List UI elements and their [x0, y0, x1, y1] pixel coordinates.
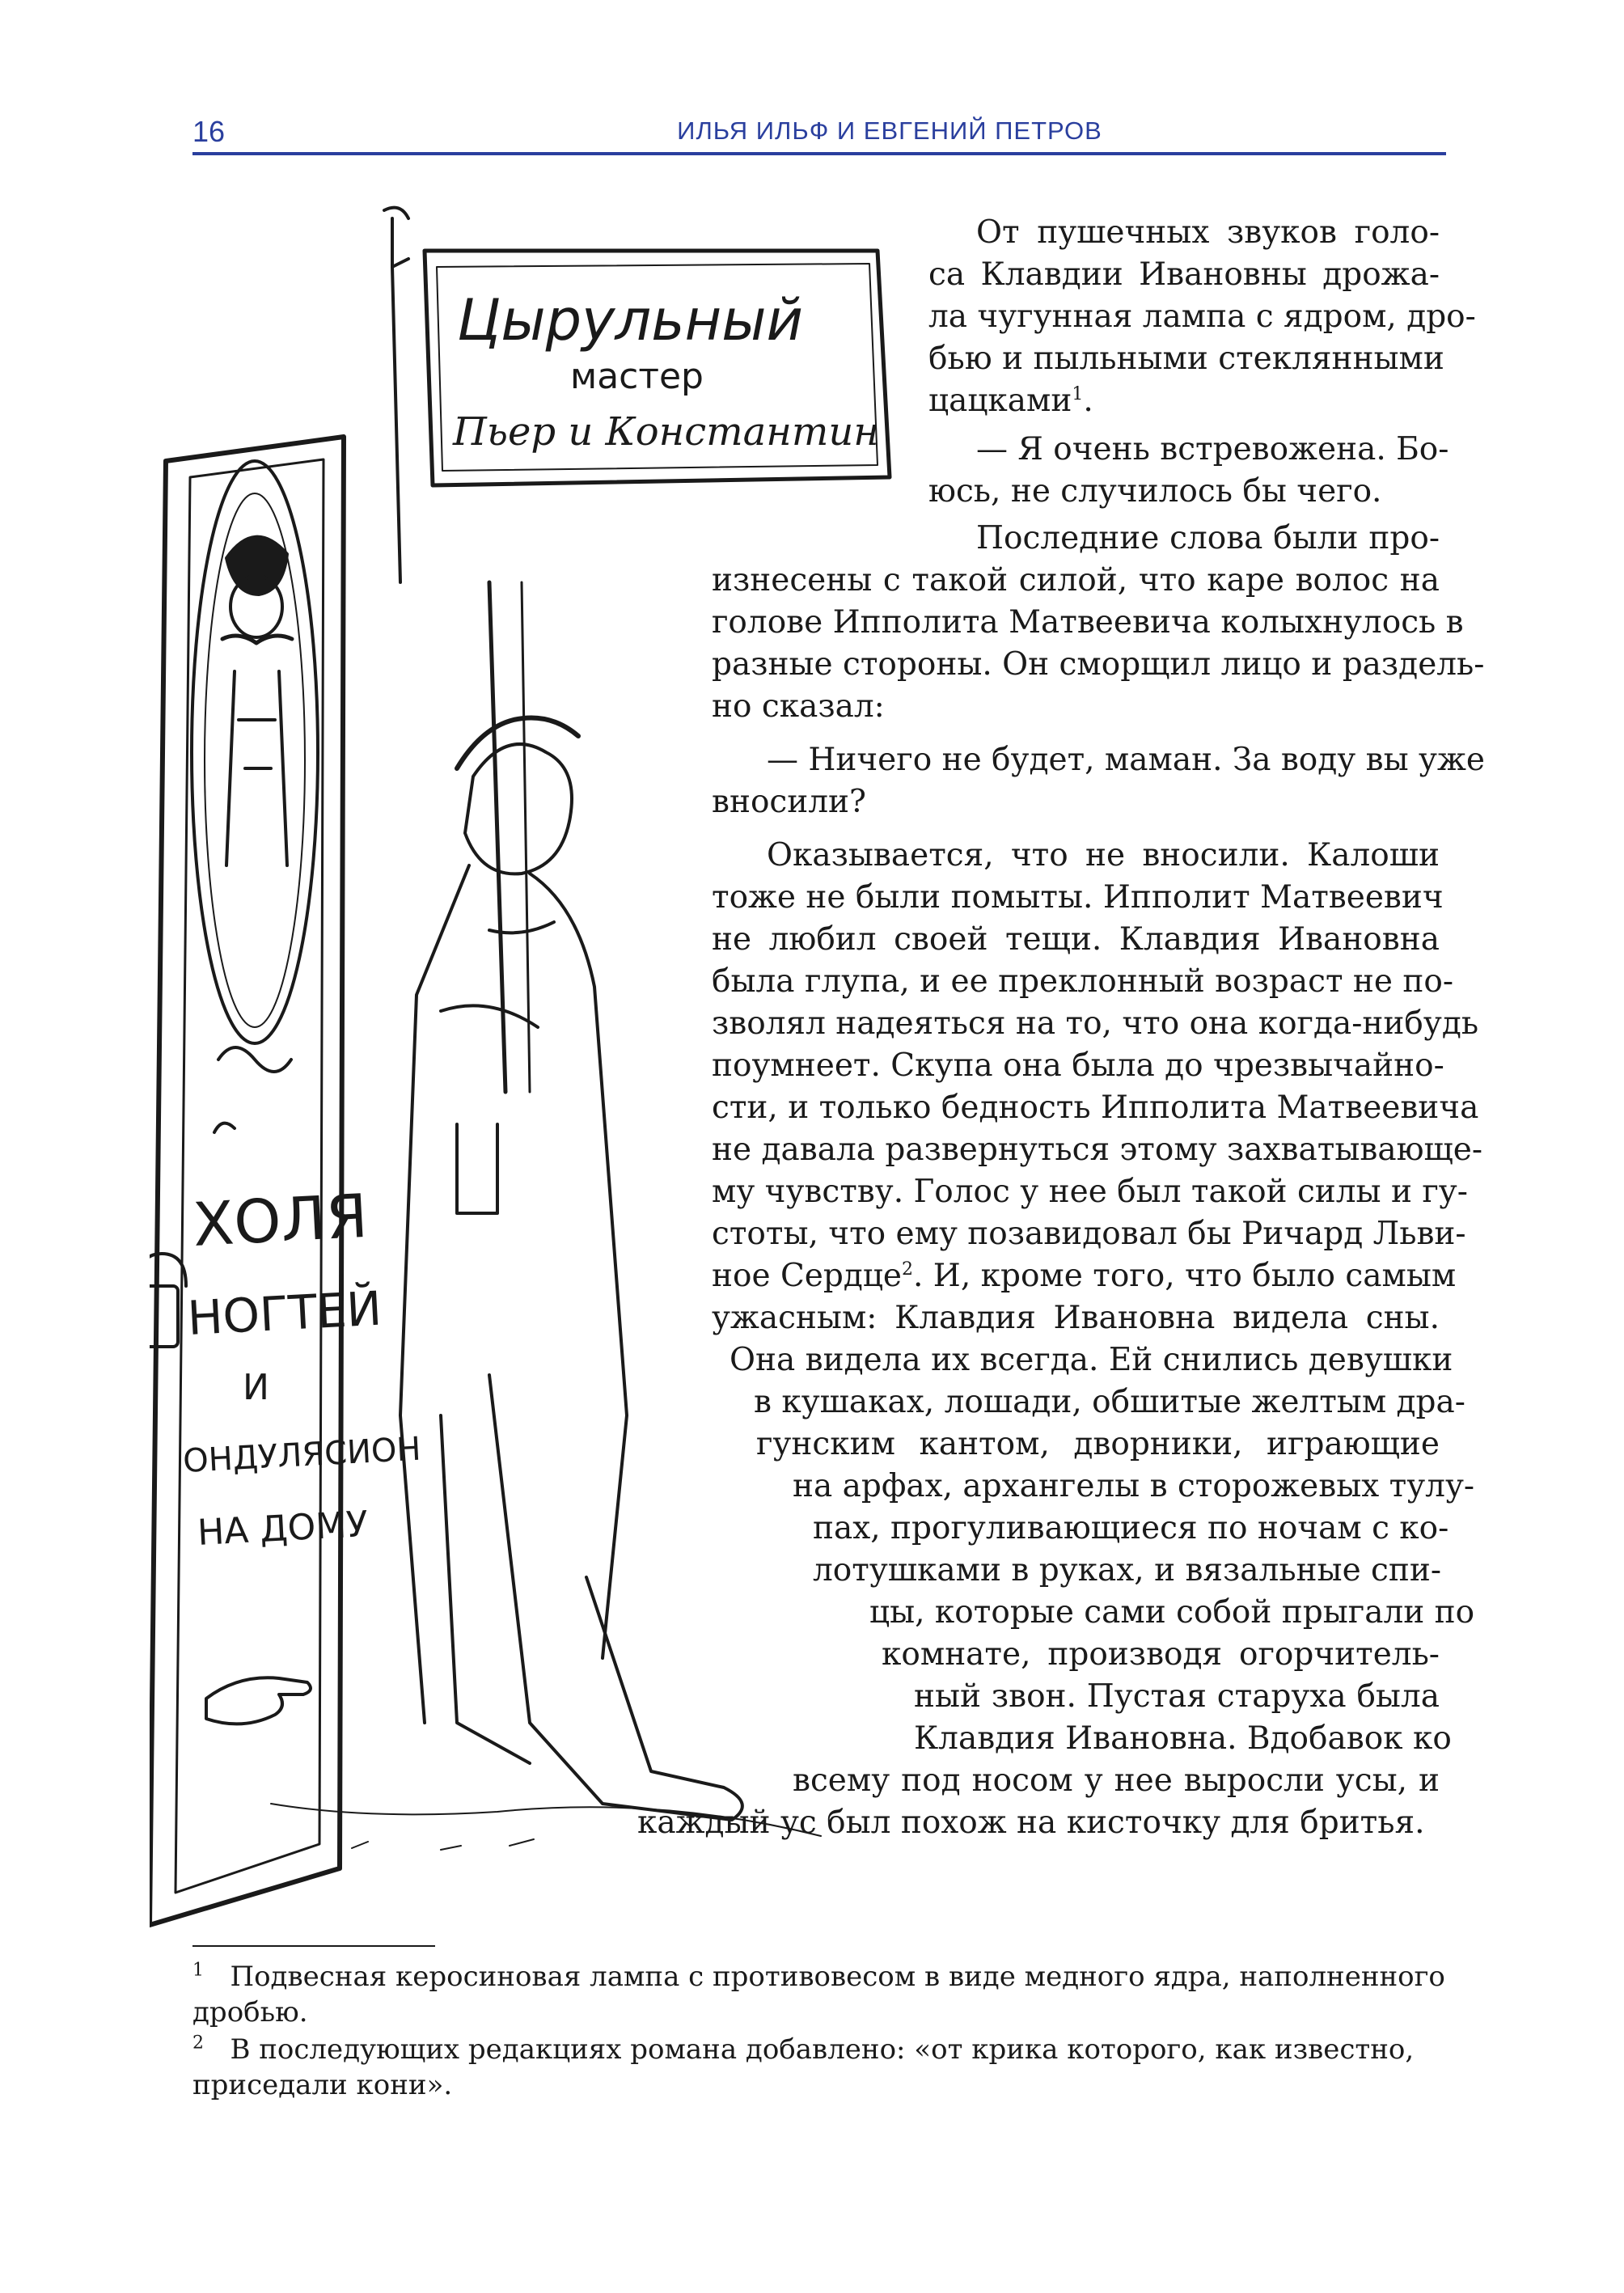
footnote-2-mark: 2 — [192, 2033, 204, 2054]
body-line: стоты, что ему позавидовал бы Ричард Льви- — [712, 1216, 1466, 1252]
body-line: но сказал: — [712, 688, 885, 725]
footnote-2-line2: приседали кони». — [192, 2069, 453, 2101]
body-line: От пушечных звуков голо- — [976, 214, 1440, 251]
body-line: бью и пыльными стеклянными — [928, 341, 1444, 377]
running-title: ИЛЬЯ ИЛЬФ И ЕВГЕНИЙ ПЕТРОВ — [677, 116, 1102, 145]
body-line: Оказывается, что не вносили. Калоши — [767, 837, 1440, 874]
body-line: му чувству. Голос у нее был такой силы и гу- — [712, 1174, 1468, 1210]
body-line: гунским кантом, дворники, играющие — [756, 1426, 1440, 1462]
body-line: не давала развернуться этому захватывающе- — [712, 1132, 1483, 1168]
body-line: поумнеет. Скупа она была до чрезвычайно- — [712, 1047, 1444, 1084]
footnote-ref: 2 — [902, 1259, 914, 1280]
body-line: ла чугунная лампа с ядром, дро- — [928, 298, 1476, 335]
door-line2: НОГТЕЙ — [186, 1280, 383, 1346]
body-line: тоже не были помыты. Ипполит Матвеевич — [712, 879, 1444, 916]
body-line: са Клавдии Ивановны дрожа- — [928, 256, 1440, 293]
footnote-rule — [192, 1945, 435, 1947]
body-line: цацками$^1$. — [928, 383, 1093, 419]
body-line: сти, и только бедность Ипполита Матвеевича — [712, 1089, 1479, 1126]
door-line5: НА ДОМУ — [196, 1504, 370, 1554]
body-line: — Ничего не будет, маман. За воду вы уже — [767, 742, 1485, 778]
body-line: ное Сердце$^2$. И, кроме того, что было самым — [712, 1258, 1457, 1294]
body-line: лотушками в руках, и вязальные спи- — [813, 1552, 1442, 1589]
barber-sign — [425, 251, 890, 485]
sign-line3: Пьер и Константин — [453, 409, 879, 455]
body-line: всему под носом у нее выросли усы, и — [793, 1762, 1440, 1799]
footnote-1-cont — [192, 1995, 308, 2030]
body-line: голове Ипполита Матвеевича колыхнулось в — [712, 604, 1464, 641]
door-line4: ОНДУЛЯСИОН — [182, 1430, 422, 1480]
body-line: вносили? — [712, 784, 866, 820]
body-line: зволял надеяться на то, что она когда-нибудь — [712, 1005, 1479, 1042]
barber-door — [150, 437, 422, 1925]
body-line: Клавдия Ивановна. Вдобавок ко — [914, 1720, 1452, 1757]
body-line: — Я очень встревожена. Бо- — [976, 431, 1449, 467]
body-line: разные стороны. Он сморщил лицо и раздель- — [712, 646, 1485, 683]
footnote-1-line1: Подвесная керосиновая лампа с противовесом в виде медного ядра, наполненного — [230, 1961, 1445, 1993]
body-line: ный звон. Пустая старуха была — [914, 1678, 1440, 1715]
footnote-ref: 1 — [1072, 384, 1084, 404]
footnote-2 — [192, 2032, 1414, 2067]
door-line3: И — [243, 1367, 269, 1408]
body-line: Она видела их всегда. Ей снились девушки — [730, 1342, 1453, 1378]
page-number: 16 — [192, 115, 226, 148]
body-line: каждый ус был похож на кисточку для бритья. — [637, 1804, 1425, 1841]
body-line: Последние слова были про- — [976, 520, 1440, 556]
body-line: цы, которые сами собой прыгали по — [869, 1594, 1475, 1631]
body-line: юсь, не случилось бы чего. — [928, 473, 1382, 510]
body-line: пах, прогуливающиеся по ночам с ко- — [813, 1510, 1449, 1546]
header-rule — [192, 152, 1446, 155]
body-line: не любил своей тещи. Клавдия Ивановна — [712, 921, 1440, 958]
footnote-2-line1: В последующих редакциях романа добавлено: «от крика которого, как известно, — [230, 2033, 1415, 2066]
body-line: в кушаках, лошади, обшитые желтым дра- — [754, 1384, 1465, 1420]
body-line: изнесены с такой силой, что каре волос на — [712, 562, 1440, 599]
footnote-1-line2: дробью. — [192, 1996, 308, 2029]
footnote-2-cont — [192, 2067, 452, 2103]
body-line: ужасным: Клавдия Ивановна видела сны. — [712, 1300, 1440, 1336]
footnote-1 — [192, 1959, 1445, 1995]
door-line1: ХОЛЯ — [191, 1181, 370, 1260]
body-line: была глупа, и ее преклонный возраст не по- — [712, 963, 1454, 1000]
footnote-1-mark: 1 — [192, 1960, 204, 1981]
sign-line1: Цырульный — [457, 287, 803, 353]
body-line: комнате, производя огорчитель- — [882, 1636, 1440, 1673]
sign-line2: мастер — [570, 356, 704, 397]
body-line: на арфах, архангелы в сторожевых тулу- — [793, 1468, 1475, 1504]
